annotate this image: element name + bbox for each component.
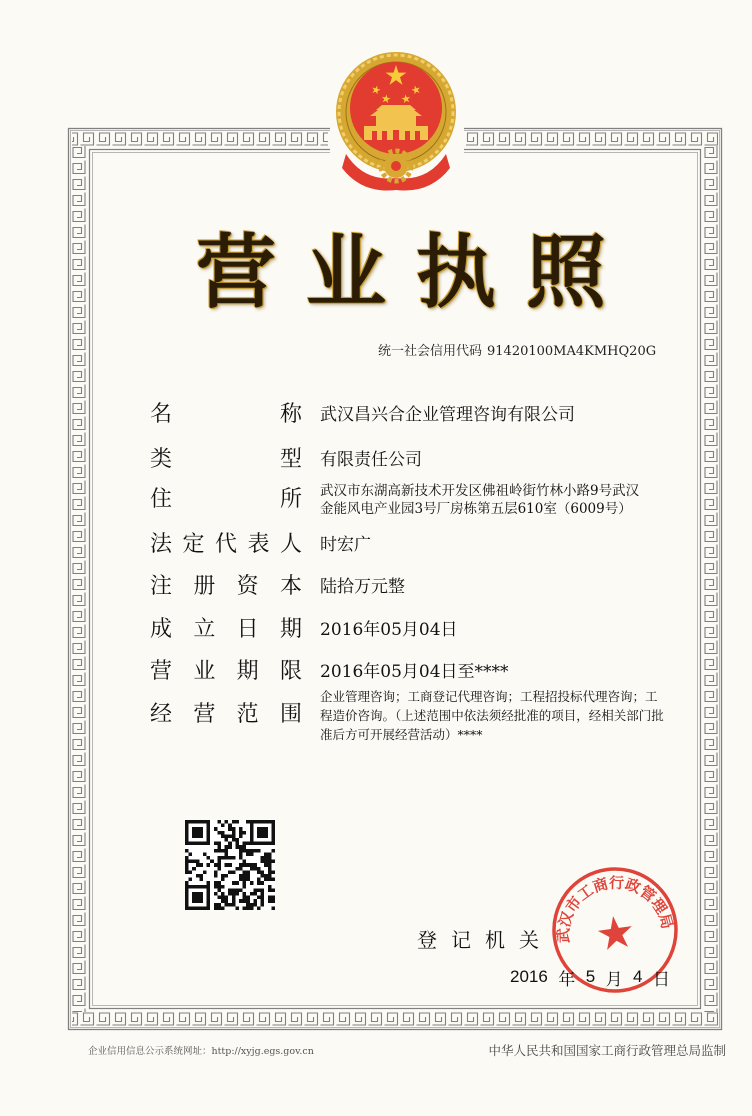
credit-code-line: [378, 343, 656, 361]
title-char: 营: [196, 225, 276, 319]
label-char: 代: [214, 532, 237, 557]
label-char: 日: [236, 617, 259, 642]
address-line: 金能风电产业园3号厂房栋第五层610室（6009号）: [320, 501, 632, 517]
label-char: 表: [247, 532, 270, 557]
registration-authority-label: [417, 926, 539, 954]
field-value-term: 2016年05月04日至****: [320, 662, 509, 682]
official-seal: [539, 853, 691, 1006]
field-label-capital: [150, 573, 302, 601]
label-char: 经: [150, 702, 173, 727]
year-unit: 年: [558, 969, 576, 990]
field-row-type: [150, 440, 700, 480]
field-label-address: [150, 486, 302, 514]
field-value-scope: [320, 687, 664, 744]
field-value-established: 2016年05月04日: [320, 620, 458, 640]
field-value-legal-rep: 时宏广: [320, 535, 371, 555]
label-char: 营: [193, 702, 216, 727]
authority-char: 记: [451, 928, 471, 952]
issue-day: 4: [633, 967, 643, 986]
field-row-scope: [150, 688, 700, 742]
label-char: 型: [279, 447, 302, 472]
label-char: 营: [150, 659, 173, 684]
field-row-capital: [150, 567, 700, 607]
label-char: 名: [150, 402, 173, 427]
label-char: 所: [279, 487, 302, 512]
national-emblem-icon: [330, 50, 462, 194]
field-label-name: [150, 401, 302, 429]
month-unit: 月: [605, 969, 623, 990]
emblem-cogwheel-hub: [391, 161, 401, 171]
credit-code-value: 91420100MA4KMHQ20G: [487, 344, 657, 359]
footer-issuer: 中华人民共和国国家工商行政管理总局监制: [488, 1043, 726, 1058]
field-value-type: 有限责任公司: [320, 450, 422, 470]
label-char: 围: [279, 702, 302, 727]
scope-line: 准后方可开展经营活动）****: [320, 726, 483, 742]
field-label-type: [150, 446, 302, 474]
title-char: 照: [526, 225, 606, 319]
label-char: 住: [150, 487, 173, 512]
field-value-capital: 陆拾万元整: [320, 577, 405, 597]
label-char: 立: [193, 617, 216, 642]
authority-char: 关: [519, 928, 539, 952]
authority-char: 登: [417, 928, 437, 952]
title-char: 执: [416, 225, 496, 319]
day-unit: 日: [652, 969, 670, 990]
label-char: 类: [150, 447, 173, 472]
border-band-top-right: [466, 132, 718, 146]
field-label-term: [150, 658, 302, 686]
label-char: 称: [279, 402, 302, 427]
footer-website: 企业信用信息公示系统网址：http://xyjg.egs.gov.cn: [88, 1046, 314, 1057]
field-value-address: [320, 482, 639, 518]
field-label-scope: [150, 701, 302, 729]
label-char: 定: [182, 532, 205, 557]
label-char: 期: [236, 659, 259, 684]
label-char: 成: [150, 617, 173, 642]
field-row-legal-rep: [150, 525, 700, 565]
authority-char: 机: [485, 928, 505, 952]
address-line: 武汉市东湖高新技术开发区佛祖岭街竹林小路9号武汉: [320, 483, 640, 499]
issue-month: 5: [585, 967, 596, 986]
label-char: 册: [193, 574, 216, 599]
seal-star: [596, 914, 634, 951]
field-value-name: 武汉昌兴合企业管理咨询有限公司: [320, 405, 575, 425]
credit-code-label: 统一社会信用代码: [378, 344, 483, 359]
scope-line: 企业管理咨询；工商登记代理咨询；工程招投标代理咨询；工: [320, 688, 658, 704]
label-char: 本: [279, 574, 302, 599]
field-row-established: [150, 610, 700, 650]
label-char: 法: [150, 532, 173, 557]
qr-code: [185, 820, 275, 910]
border-band-right: [704, 146, 718, 1012]
seal-text-path: 武汉市工商行政管理局: [554, 873, 677, 944]
document-title: [196, 224, 606, 320]
field-row-address: [150, 480, 700, 520]
border-band-left: [72, 146, 86, 1012]
label-char: 期: [279, 617, 302, 642]
field-row-name: [150, 395, 700, 435]
scope-line: 程造价咨询。（上述范围中依法须经批准的项目，经相关部门批: [320, 707, 664, 723]
field-label-legal-rep: [150, 531, 302, 559]
field-label-established: [150, 616, 302, 644]
border-band-bottom: [72, 1012, 718, 1026]
label-char: 注: [150, 574, 173, 599]
border-band-top-left: [72, 132, 328, 146]
label-char: 业: [193, 659, 216, 684]
label-char: 资: [236, 574, 259, 599]
issue-year: 2016: [510, 967, 548, 986]
label-char: 限: [279, 659, 302, 684]
label-char: 范: [236, 702, 259, 727]
title-char: 业: [306, 225, 386, 319]
label-char: 人: [279, 532, 302, 557]
